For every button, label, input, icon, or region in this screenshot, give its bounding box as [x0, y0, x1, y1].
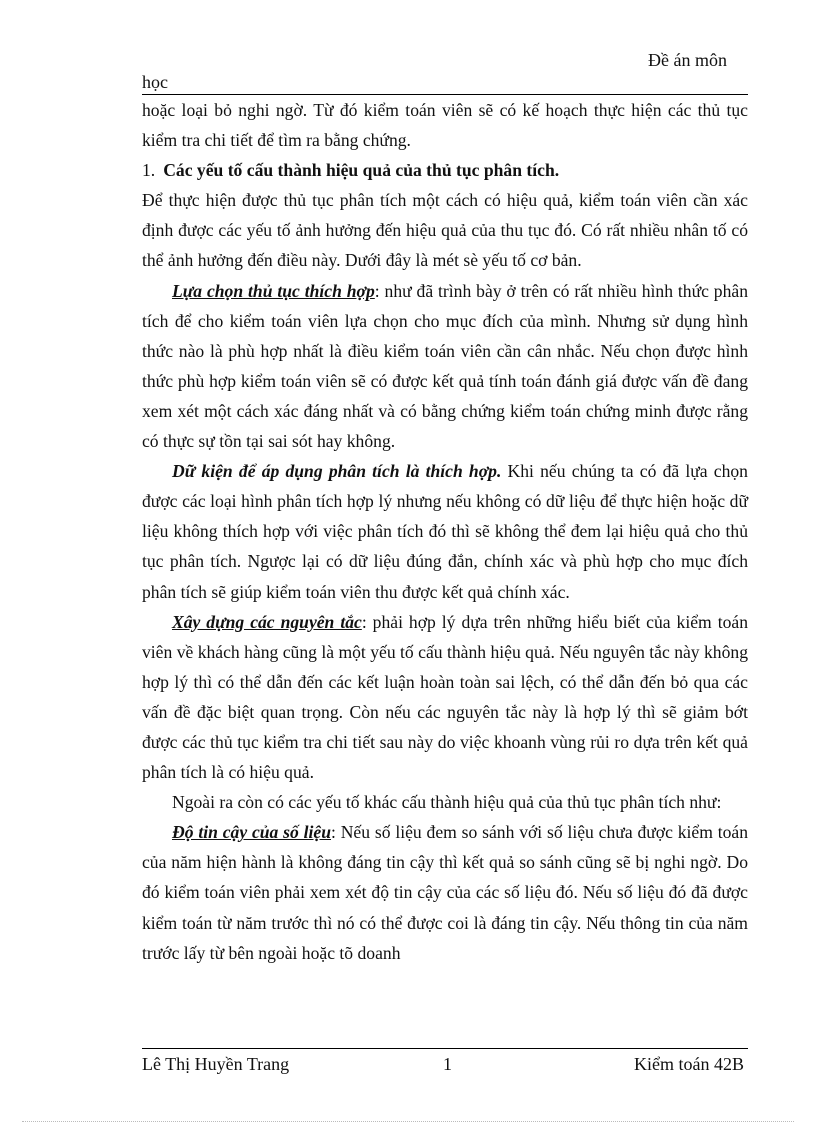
footer-author: Lê Thị Huyền Trang	[142, 1054, 290, 1074]
paragraph-text: Khi nếu chúng ta có đã lựa chọn được các loại hình phân tích hợp lý nhưng nếu không có dữ liệu để thực hiện hoặc dữ liệu không thích hợp với việc phân tích đó thì sẽ không thể đem lại hiệu quả cho thủ tục phân tích. Ngược lại có dữ liệu đúng đắn, chính xác và phù hợp cho mục đích phân tích sẽ giúp kiểm toán viên thu được kết quả chính xác.	[142, 461, 748, 602]
lead-term: Xây dựng các nguyên tắc	[172, 611, 362, 632]
paragraph-continuation: hoặc loại bỏ nghi ngờ. Từ đó kiểm toán viên sẽ có kế hoạch thực hiện các thủ tục kiểm tra chi tiết để tìm ra bằng chứng.	[142, 100, 748, 151]
page-number: 1	[443, 1054, 452, 1074]
paragraph-procedure-choice	[142, 276, 748, 457]
header-title-continued: học	[142, 72, 168, 92]
header-title: Đề án môn	[648, 50, 727, 70]
footer-class: Kiểm toán 42B	[634, 1054, 744, 1074]
paragraph-principles	[142, 607, 748, 788]
paragraph-data-reliability	[142, 817, 748, 967]
section-heading	[142, 155, 748, 185]
page-body	[142, 95, 748, 968]
paragraph-data-suitability	[142, 456, 748, 606]
section-number: 1.	[142, 160, 156, 181]
paragraph-other-factors: Ngoài ra còn có các yếu tố khác cấu thành hiệu quả của thủ tục phân tích như:	[172, 792, 722, 813]
paragraph-text: : như đã trình bày ở trên có rất nhiều hình thức phân tích để cho kiểm toán viên lựa chọn cho mục đích của mình. Nhưng sử dụng hình thức nào là phù hợp nhất là điều kiểm toán viên cần cân nhắc. Nếu chọn được hình thức phù hợp kiểm toán viên sẽ có được kết quả tính toán đánh giá được vấn đề đang xem xét một cách xác đáng nhất và có bằng chứng kiểm toán chứng minh được rằng có thực sự tồn tại sai sót hay không.	[142, 280, 748, 452]
footer-rule	[142, 1048, 748, 1049]
lead-term: Dữ kiện để áp dụng phân tích là thích hợp.	[172, 461, 502, 482]
page-boundary	[22, 1121, 794, 1122]
paragraph-text: : phải hợp lý dựa trên những hiểu biết của kiểm toán viên về khách hàng cũng là một yếu tố cấu thành hiệu quả. Nếu nguyên tắc này không hợp lý thì có thể dẫn đến các kết luận hoàn toàn sai lệch, có thể dẫn đến bỏ qua các vấn đề đặc biệt quan trọng. Còn nếu các nguyên tắc này là hợp lý thì sẽ giảm bớt được các thủ tục kiểm tra chi tiết sau này do việc khoanh vùng rủi ro dựa trên kết quả phân tích là có hiệu quả.	[142, 611, 748, 783]
lead-term: Độ tin cậy của số liệu	[172, 822, 332, 843]
paragraph-text: : Nếu số liệu đem so sánh với số liệu chưa được kiểm toán của năm hiện hành là không đáng tin cậy thì kết quả so sánh cũng sẽ bị nghi ngờ. Do đó kiểm toán viên phải xem xét độ tin cậy của các số liệu đó. Nếu số liệu đó đã được kiểm toán từ năm trước thì nó có thể được coi là đáng tin cậy. Nếu thông tin của năm trước lấy từ bên ngoài hoặc tõ doanh	[142, 822, 749, 963]
lead-term: Lựa chọn thủ tục thích hợp	[172, 280, 375, 301]
section-heading-text: Các yếu tố cấu thành hiệu quả của thủ tục phân tích.	[163, 160, 560, 181]
paragraph-intro: Để thực hiện được thủ tục phân tích một cách có hiệu quả, kiểm toán viên cần xác định được các yếu tố ảnh hưởng đến hiệu quả của thu tục đó. Có rất nhiều nhân tố có thể ảnh hưởng đến điều này. Dưới đây là mét sè yếu tố cơ bản.	[142, 190, 748, 271]
